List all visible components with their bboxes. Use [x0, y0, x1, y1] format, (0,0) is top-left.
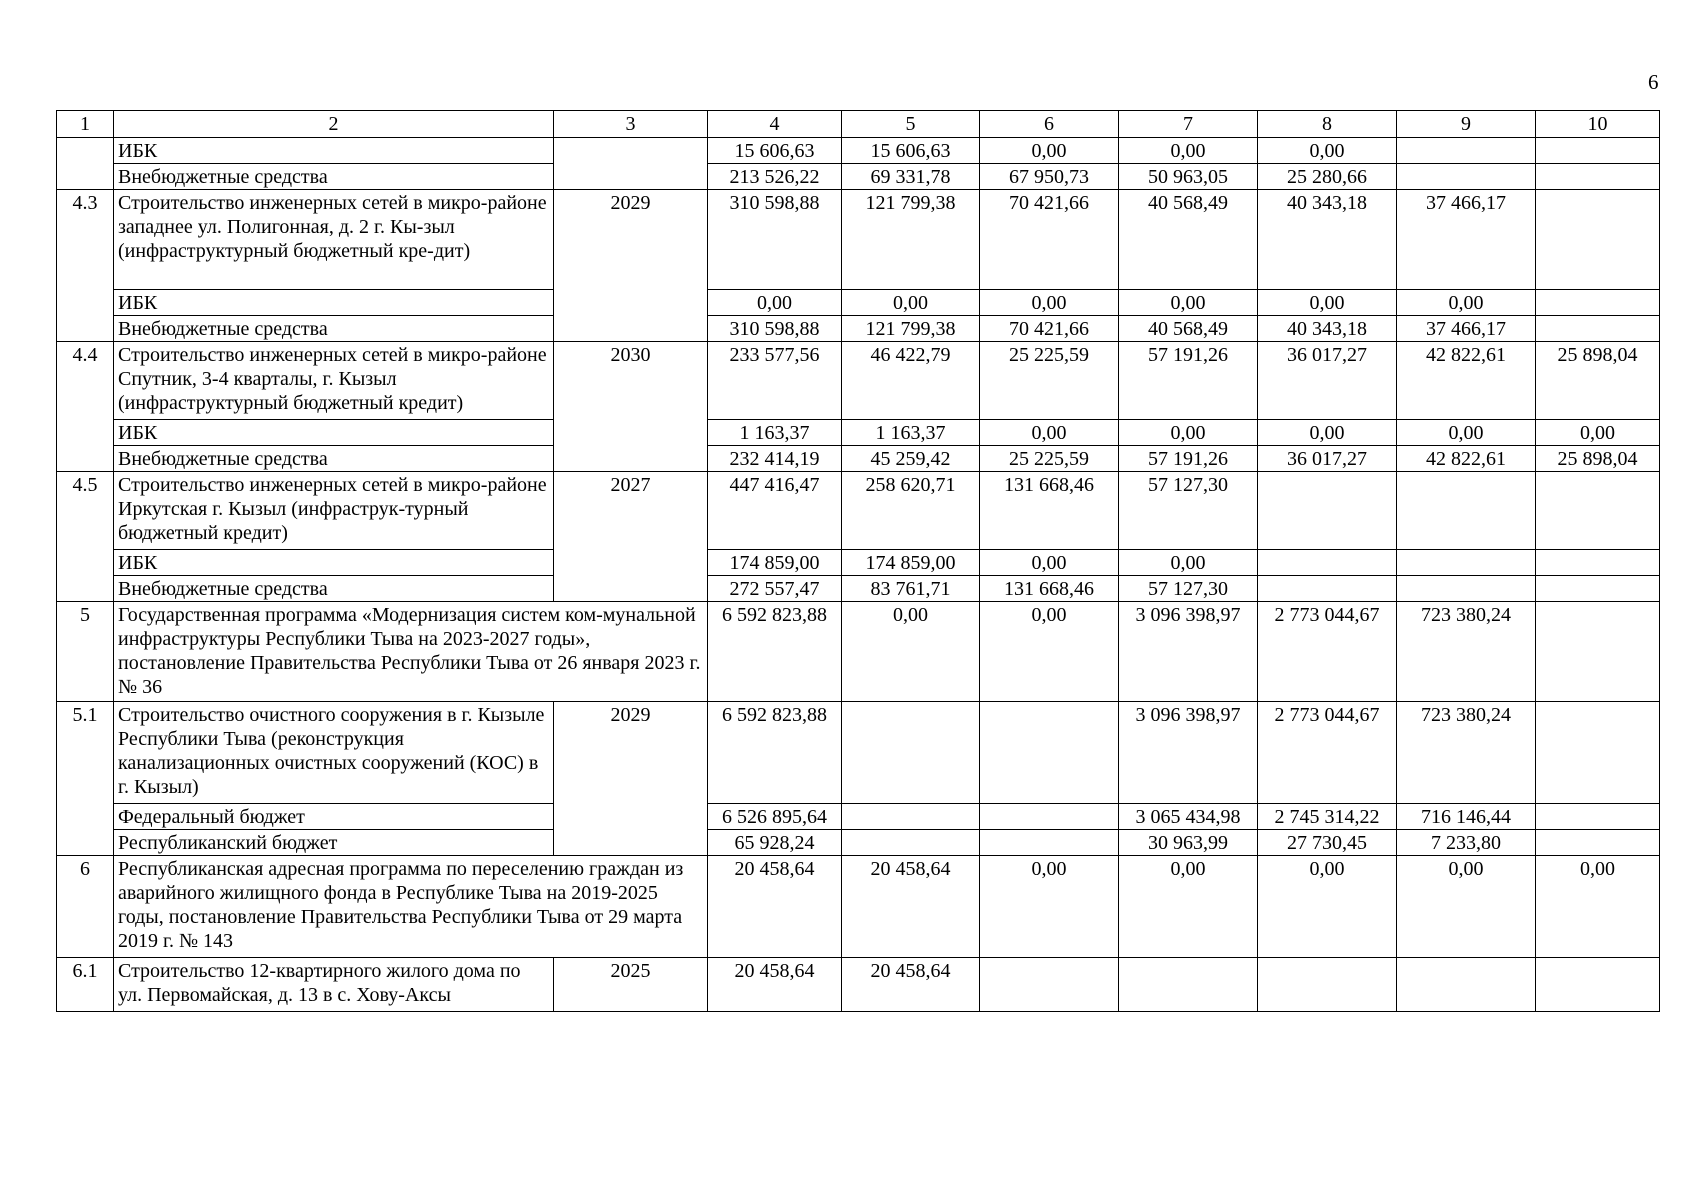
value-cell: [1536, 804, 1660, 830]
row-name: Строительство 12-квартирного жилого дома по ул. Первомайская, д. 13 в с. Хову-Аксы: [114, 958, 554, 1012]
column-header: 6: [980, 111, 1119, 138]
value-cell: 40 568,49: [1119, 190, 1258, 290]
value-cell: [1536, 602, 1660, 702]
program-name: Республиканская адресная программа по переселению граждан из аварийного жилищного фонда в Республике Тыва на 2019-2025 годы, постановление Правительства Республики Тыва от 29 марта 2019 г. № 143: [114, 856, 708, 958]
value-cell: 30 963,99: [1119, 830, 1258, 856]
value-cell: [842, 830, 980, 856]
value-cell: 272 557,47: [708, 576, 842, 602]
value-cell: 42 822,61: [1397, 342, 1536, 420]
value-cell: 67 950,73: [980, 164, 1119, 190]
row-name: ИБК: [114, 420, 554, 446]
row-name: ИБК: [114, 138, 554, 164]
value-cell: [1258, 550, 1397, 576]
value-cell: 65 928,24: [708, 830, 842, 856]
value-cell: 69 331,78: [842, 164, 980, 190]
column-header: 8: [1258, 111, 1397, 138]
column-header: 7: [1119, 111, 1258, 138]
value-cell: 0,00: [1119, 138, 1258, 164]
value-cell: 15 606,63: [842, 138, 980, 164]
value-cell: 57 191,26: [1119, 342, 1258, 420]
value-cell: 27 730,45: [1258, 830, 1397, 856]
program-name: Государственная программа «Модернизация систем ком-мунальной инфраструктуры Республики Тыва на 2023-2027 годы», постановление Правительства Республики Тыва от 26 января 2023 г. № 36: [114, 602, 708, 702]
value-cell: 2 773 044,67: [1258, 602, 1397, 702]
column-header: 2: [114, 111, 554, 138]
value-cell: 0,00: [1119, 420, 1258, 446]
value-cell: 310 598,88: [708, 190, 842, 290]
table-row: [57, 446, 1660, 472]
item-number: 5: [57, 602, 114, 702]
value-cell: 131 668,46: [980, 576, 1119, 602]
value-cell: [1397, 472, 1536, 550]
table-row: [57, 958, 1660, 1012]
value-cell: 20 458,64: [708, 958, 842, 1012]
value-cell: 25 225,59: [980, 446, 1119, 472]
year-cell: 2030: [554, 342, 708, 472]
value-cell: [1536, 576, 1660, 602]
value-cell: [1258, 576, 1397, 602]
row-name: Внебюджетные средства: [114, 576, 554, 602]
value-cell: [1397, 164, 1536, 190]
value-cell: 0,00: [1119, 290, 1258, 316]
row-name: ИБК: [114, 550, 554, 576]
column-header: 1: [57, 111, 114, 138]
value-cell: 57 127,30: [1119, 472, 1258, 550]
table-row: [57, 550, 1660, 576]
table-row: [57, 316, 1660, 342]
value-cell: [980, 804, 1119, 830]
year-cell: 2025: [554, 958, 708, 1012]
value-cell: [1119, 958, 1258, 1012]
value-cell: 0,00: [980, 420, 1119, 446]
value-cell: 447 416,47: [708, 472, 842, 550]
row-name: Строительство инженерных сетей в микро-районе западнее ул. Полигонная, д. 2 г. Кы-зыл (инфраструктурный бюджетный кре-дит): [114, 190, 554, 290]
value-cell: 0,00: [1258, 138, 1397, 164]
value-cell: 2 773 044,67: [1258, 702, 1397, 804]
value-cell: [1397, 958, 1536, 1012]
value-cell: 0,00: [1119, 856, 1258, 958]
value-cell: 70 421,66: [980, 316, 1119, 342]
value-cell: 0,00: [980, 602, 1119, 702]
row-name: Внебюджетные средства: [114, 164, 554, 190]
row-name: Внебюджетные средства: [114, 316, 554, 342]
value-cell: [1258, 958, 1397, 1012]
value-cell: 7 233,80: [1397, 830, 1536, 856]
value-cell: 0,00: [980, 550, 1119, 576]
value-cell: 1 163,37: [842, 420, 980, 446]
value-cell: 232 414,19: [708, 446, 842, 472]
value-cell: 37 466,17: [1397, 316, 1536, 342]
value-cell: 3 065 434,98: [1119, 804, 1258, 830]
value-cell: 6 592 823,88: [708, 602, 842, 702]
value-cell: 0,00: [1397, 856, 1536, 958]
value-cell: [1536, 472, 1660, 550]
column-number-row: [57, 111, 1660, 138]
value-cell: 121 799,38: [842, 190, 980, 290]
value-cell: [1536, 138, 1660, 164]
value-cell: 6 526 895,64: [708, 804, 842, 830]
row-name: Внебюджетные средства: [114, 446, 554, 472]
value-cell: 3 096 398,97: [1119, 602, 1258, 702]
item-number: 6.1: [57, 958, 114, 1012]
value-cell: 46 422,79: [842, 342, 980, 420]
value-cell: [1536, 316, 1660, 342]
value-cell: [1536, 290, 1660, 316]
value-cell: 0,00: [842, 602, 980, 702]
value-cell: 121 799,38: [842, 316, 980, 342]
value-cell: 723 380,24: [1397, 702, 1536, 804]
value-cell: [1536, 190, 1660, 290]
value-cell: [1397, 550, 1536, 576]
value-cell: [1397, 138, 1536, 164]
row-name: Строительство инженерных сетей в микро-районе Спутник, 3-4 кварталы, г. Кызыл (инфраструктурный бюджетный кредит): [114, 342, 554, 420]
year-cell: 2029: [554, 190, 708, 342]
value-cell: 233 577,56: [708, 342, 842, 420]
value-cell: 40 568,49: [1119, 316, 1258, 342]
value-cell: 0,00: [1258, 856, 1397, 958]
row-name: Строительство инженерных сетей в микро-районе Иркутская г. Кызыл (инфраструк-турный бюджетный кредит): [114, 472, 554, 550]
value-cell: [1536, 164, 1660, 190]
value-cell: 0,00: [980, 290, 1119, 316]
year-cell: [554, 138, 708, 190]
item-number: 5.1: [57, 702, 114, 856]
year-cell: 2027: [554, 472, 708, 602]
value-cell: 723 380,24: [1397, 602, 1536, 702]
value-cell: 0,00: [842, 290, 980, 316]
value-cell: 0,00: [980, 138, 1119, 164]
value-cell: 40 343,18: [1258, 316, 1397, 342]
value-cell: 0,00: [1258, 420, 1397, 446]
value-cell: 45 259,42: [842, 446, 980, 472]
value-cell: 57 191,26: [1119, 446, 1258, 472]
value-cell: 0,00: [1536, 856, 1660, 958]
value-cell: 25 898,04: [1536, 342, 1660, 420]
value-cell: 70 421,66: [980, 190, 1119, 290]
value-cell: [1536, 702, 1660, 804]
value-cell: [1536, 550, 1660, 576]
column-header: 10: [1536, 111, 1660, 138]
column-header: 3: [554, 111, 708, 138]
value-cell: 15 606,63: [708, 138, 842, 164]
value-cell: 40 343,18: [1258, 190, 1397, 290]
value-cell: 131 668,46: [980, 472, 1119, 550]
row-name: Республиканский бюджет: [114, 830, 554, 856]
value-cell: 20 458,64: [842, 856, 980, 958]
column-header: 5: [842, 111, 980, 138]
table-row: [57, 602, 1660, 702]
item-number: 4.4: [57, 342, 114, 472]
year-cell: 2029: [554, 702, 708, 856]
budget-table: [56, 110, 1660, 1012]
value-cell: 57 127,30: [1119, 576, 1258, 602]
value-cell: 2 745 314,22: [1258, 804, 1397, 830]
table-row: [57, 164, 1660, 190]
value-cell: [1397, 576, 1536, 602]
value-cell: [980, 958, 1119, 1012]
value-cell: 25 898,04: [1536, 446, 1660, 472]
row-name: Федеральный бюджет: [114, 804, 554, 830]
row-name: Строительство очистного сооружения в г. Кызыле Республики Тыва (реконструкция канализационных очистных сооружений (КОС) в г. Кызыл): [114, 702, 554, 804]
column-header: 9: [1397, 111, 1536, 138]
value-cell: 83 761,71: [842, 576, 980, 602]
value-cell: 174 859,00: [842, 550, 980, 576]
value-cell: 37 466,17: [1397, 190, 1536, 290]
value-cell: [980, 702, 1119, 804]
row-name: ИБК: [114, 290, 554, 316]
value-cell: [842, 702, 980, 804]
value-cell: 310 598,88: [708, 316, 842, 342]
table-row: [57, 190, 1660, 290]
table-row: [57, 804, 1660, 830]
value-cell: 258 620,71: [842, 472, 980, 550]
table-row: [57, 702, 1660, 804]
value-cell: 716 146,44: [1397, 804, 1536, 830]
value-cell: [1258, 472, 1397, 550]
value-cell: 0,00: [1258, 290, 1397, 316]
value-cell: 213 526,22: [708, 164, 842, 190]
table-row: [57, 856, 1660, 958]
value-cell: [980, 830, 1119, 856]
value-cell: 36 017,27: [1258, 446, 1397, 472]
value-cell: 0,00: [980, 856, 1119, 958]
value-cell: 0,00: [1536, 420, 1660, 446]
value-cell: 20 458,64: [708, 856, 842, 958]
table-row: [57, 576, 1660, 602]
value-cell: 42 822,61: [1397, 446, 1536, 472]
value-cell: 0,00: [1397, 420, 1536, 446]
item-number: [57, 138, 114, 190]
value-cell: 20 458,64: [842, 958, 980, 1012]
value-cell: [1536, 830, 1660, 856]
value-cell: 25 280,66: [1258, 164, 1397, 190]
value-cell: 1 163,37: [708, 420, 842, 446]
value-cell: 0,00: [1119, 550, 1258, 576]
table-row: [57, 420, 1660, 446]
value-cell: 36 017,27: [1258, 342, 1397, 420]
item-number: 6: [57, 856, 114, 958]
table-row: [57, 472, 1660, 550]
value-cell: [842, 804, 980, 830]
table-row: [57, 138, 1660, 164]
table-row: [57, 290, 1660, 316]
table-row: [57, 830, 1660, 856]
item-number: 4.3: [57, 190, 114, 342]
value-cell: 174 859,00: [708, 550, 842, 576]
table-row: [57, 342, 1660, 420]
value-cell: 0,00: [708, 290, 842, 316]
column-header: 4: [708, 111, 842, 138]
value-cell: [1536, 958, 1660, 1012]
value-cell: 25 225,59: [980, 342, 1119, 420]
value-cell: 50 963,05: [1119, 164, 1258, 190]
page-number: 6: [1648, 70, 1659, 94]
value-cell: 3 096 398,97: [1119, 702, 1258, 804]
value-cell: 6 592 823,88: [708, 702, 842, 804]
item-number: 4.5: [57, 472, 114, 602]
value-cell: 0,00: [1397, 290, 1536, 316]
